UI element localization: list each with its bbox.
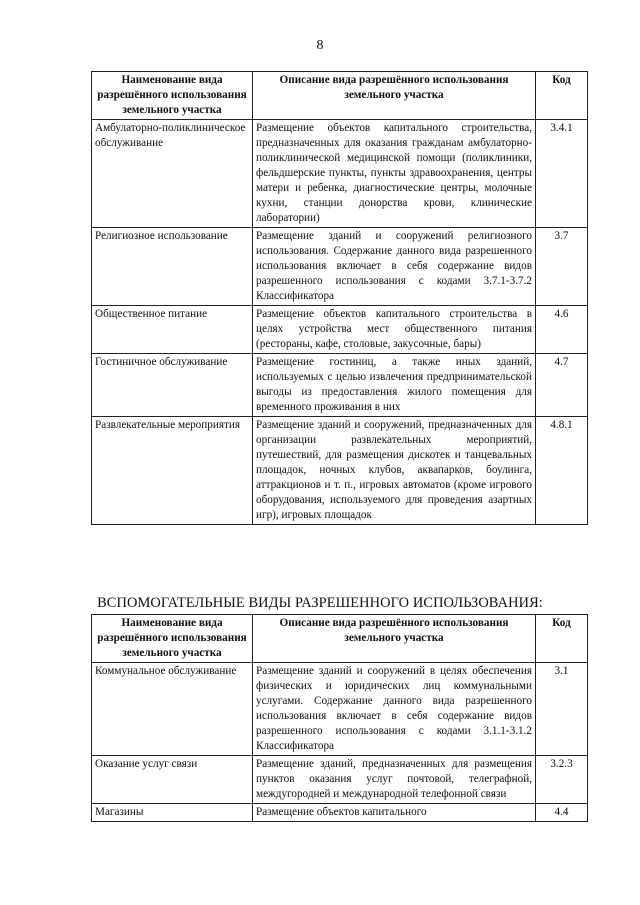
table-row: [92, 228, 588, 306]
header-code: Код: [536, 615, 588, 663]
row-code: 3.1: [536, 663, 588, 756]
table-row: [92, 417, 588, 525]
table-row: [92, 804, 588, 822]
row-code: 3.7: [536, 228, 588, 306]
row-name: Коммунальное обслуживание: [92, 663, 253, 756]
header-name: Наименование вида разрешённого использования земельного участка: [92, 72, 253, 120]
row-code: 3.2.3: [536, 756, 588, 804]
header-name: Наименование вида разрешённого использования земельного участка: [92, 615, 253, 663]
header-description: Описание вида разрешённого использования земельного участка: [253, 72, 536, 120]
row-name: Развлекательные мероприятия: [92, 417, 253, 525]
table-row: [92, 756, 588, 804]
main-permitted-uses-table: [91, 71, 588, 525]
row-description: Размещение зданий и сооружений, предназначенных для организации развлекательных мероприятий, путешествий, для размещения дискотек и танцевальных площадок, ночных клубов, аквапарков, боулинга, аттракционов и т. п., игровых автоматов (кроме игрового оборудования, используемого для проведения азартных игр), игровых площадок: [253, 417, 536, 525]
row-description: Размещение объектов капитального: [253, 804, 536, 822]
header-description: Описание вида разрешённого использования земельного участка: [253, 615, 536, 663]
row-name: Общественное питание: [92, 306, 253, 354]
table-row: [92, 354, 588, 417]
row-name: Магазины: [92, 804, 253, 822]
row-code: 3.4.1: [536, 120, 588, 228]
table-row: [92, 120, 588, 228]
row-name: Амбулаторно-поликлиническое обслуживание: [92, 120, 253, 228]
row-description: Размещение объектов капитального строительства, предназначенных для оказания гражданам амбулаторно-поликлинической медицинской помощи (поликлиники, фельдшерские пункты, пункты здравоохранения, центры матери и ребенка, диагностические центры, молочные кухни, станции донорства крови, клинические лаборатории): [253, 120, 536, 228]
row-code: 4.7: [536, 354, 588, 417]
table-row: [92, 306, 588, 354]
section-heading: ВСПОМОГАТЕЛЬНЫЕ ВИДЫ РАЗРЕШЕННОГО ИСПОЛЬЗОВАНИЯ:: [97, 595, 543, 611]
row-description: Размещение зданий и сооружений в целях обеспечения физических и юридических лиц коммунальными услугами. Содержание данного вида разрешенного использования включает в себя содержание видов разрешенного использования с кодами 3.1.1-3.1.2 Классификатора: [253, 663, 536, 756]
row-description: Размещение объектов капитального строительства в целях устройства мест общественного питания (рестораны, кафе, столовые, закусочные, бары): [253, 306, 536, 354]
row-code: 4.6: [536, 306, 588, 354]
row-description: Размещение зданий, предназначенных для размещения пунктов оказания услуг почтовой, телеграфной, междугородней и международной телефонной связи: [253, 756, 536, 804]
table-header-row: [92, 615, 588, 663]
row-description: Размещение гостиниц, а также иных зданий, используемых с целью извлечения предпринимательской выгоды из предоставления жилого помещения для временного проживания в них: [253, 354, 536, 417]
row-name: Оказание услуг связи: [92, 756, 253, 804]
page-number: 8: [316, 38, 324, 53]
row-code: 4.8.1: [536, 417, 588, 525]
header-code: Код: [536, 72, 588, 120]
auxiliary-permitted-uses-table: [91, 614, 588, 822]
row-code: 4.4: [536, 804, 588, 822]
table-row: [92, 663, 588, 756]
table-header-row: [92, 72, 588, 120]
row-name: Религиозное использование: [92, 228, 253, 306]
row-name: Гостиничное обслуживание: [92, 354, 253, 417]
row-description: Размещение зданий и сооружений религиозного использования. Содержание данного вида разрешенного использования включает в себя содержание видов разрешенного использования с кодами 3.7.1-3.7.2 Классификатора: [253, 228, 536, 306]
